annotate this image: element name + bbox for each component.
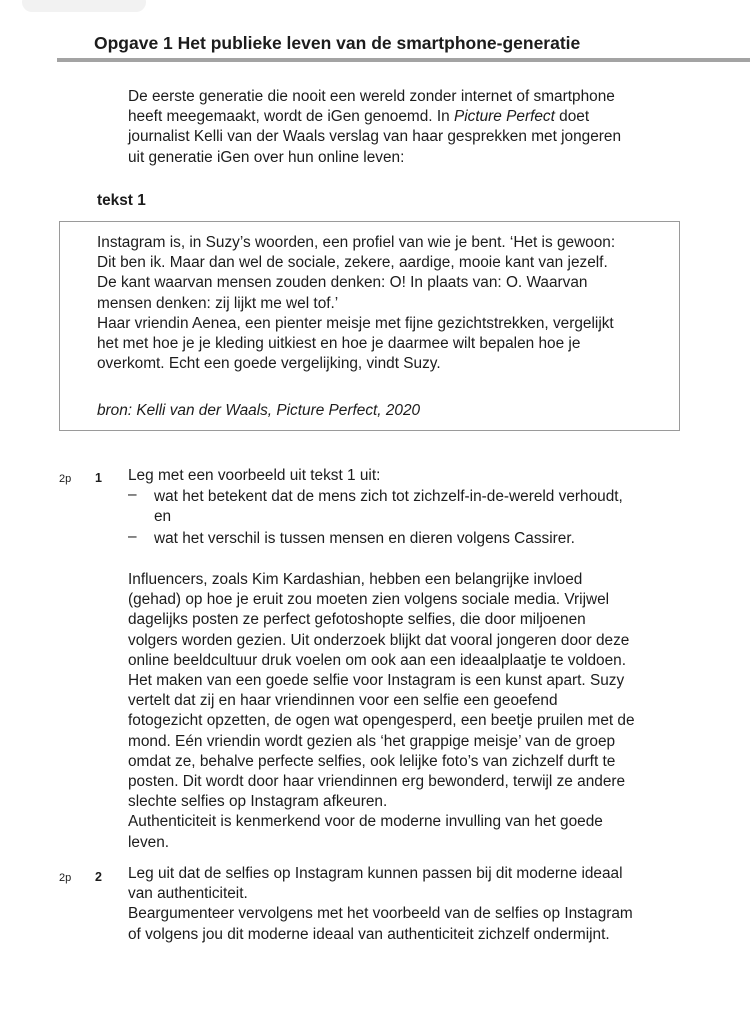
paragraph-line: omdat ze, behalve perfecte selfies, ook lelijke foto’s van zichzelf durft te <box>128 752 616 770</box>
context-paragraph <box>128 570 635 853</box>
book-title: Picture Perfect <box>453 108 555 126</box>
paragraph-line: Het maken van een goede selfie voor Instagram is een kunst apart. Suzy <box>128 672 625 690</box>
heading-underline <box>57 58 750 62</box>
intro-line: De eerste generatie die nooit een wereld zonder internet of smartphone <box>128 88 615 105</box>
bullet-dash: – <box>128 528 137 545</box>
paragraph-line: posten. Dit wordt door haar vriendinnen erg bewonderd, terwijl ze andere <box>128 773 626 791</box>
paragraph-line: mond. Eén vriendin wordt gezien als ‘het grappige meisje’ van de groep <box>128 732 616 750</box>
question-2-line: van authenticiteit. <box>128 885 248 903</box>
question-1-points: 2p <box>59 473 72 485</box>
paragraph-line: online beeldcultuur druk voelen om ook aan een ideaalplaatje te voldoen. <box>128 651 626 669</box>
intro-line: uit generatie iGen over hun online leven: <box>128 148 405 166</box>
quote-line: Haar vriendin Aenea, een pienter meisje met fijne gezichtstrekken, vergelijkt <box>97 314 614 332</box>
question-2-number: 2 <box>95 870 102 884</box>
quote-source: bron: Kelli van der Waals, Picture Perfect, 2020 <box>97 402 421 419</box>
paragraph-line: dagelijks posten ze perfect gefotoshopte selfies, die door miljoenen <box>128 611 586 629</box>
intro-line: journalist Kelli van der Waals verslag van haar gesprekken met jongeren <box>128 128 622 146</box>
paragraph-line: fotogezicht opzetten, de ogen wat opengesperd, een beetje pruilen met de <box>128 712 635 730</box>
quote-line: De kant waarvan mensen zouden denken: O! In plaats van: O. Waarvan <box>97 274 588 292</box>
question-1-bullet-1: wat het betekent dat de mens zich tot zichzelf-in-de-wereld verhoudt, <box>154 488 623 505</box>
question-2-points: 2p <box>59 872 72 884</box>
assignment-heading: Opgave 1 Het publieke leven van de smartphone-generatie <box>94 33 581 53</box>
paragraph-line: Influencers, zoals Kim Kardashian, hebben een belangrijke invloed <box>128 571 583 588</box>
paragraph-line: slechte selfies op Instagram afkeuren. <box>128 793 388 811</box>
paragraph-line: (gehad) op hoe je eruit zou moeten zien volgens sociale media. Vrijwel <box>128 591 610 609</box>
paragraph-line: leven. <box>128 833 170 851</box>
quote-line: overkomt. Echt een goede vergelijking, vindt Suzy. <box>97 355 441 373</box>
question-1-bullet-1-cont: en <box>154 508 172 525</box>
quote-line: het met hoe je je kleding uitkiest en hoe je daarmee wilt bepalen hoe je <box>97 335 581 353</box>
quote-line: Instagram is, in Suzy’s woorden, een profiel van wie je bent. ‘Het is gewoon: <box>97 234 616 251</box>
tekst-label: tekst 1 <box>97 192 146 209</box>
quote-line: Dit ben ik. Maar dan wel de sociale, zekere, aardige, mooie kant van jezelf. <box>97 254 608 272</box>
paragraph-line: Authenticiteit is kenmerkend voor de moderne invulling van het goede <box>128 813 603 831</box>
bullet-dash: – <box>128 486 137 503</box>
intro-line-post: doet <box>554 108 590 126</box>
question-2-line: of volgens jou dit moderne ideaal van authenticiteit zichzelf ondermijnt. <box>128 925 610 943</box>
paragraph-line: volgers worden gezien. Uit onderzoek blijkt dat vooral jongeren door deze <box>128 631 630 649</box>
question-2-text <box>128 864 633 945</box>
question-1-bullet-2: wat het verschil is tussen mensen en dieren volgens Cassirer. <box>154 530 575 547</box>
top-tab-shape <box>22 0 146 12</box>
intro-line-pre: heeft meegemaakt, wordt de iGen genoemd. In <box>128 108 454 126</box>
intro-paragraph <box>128 87 621 168</box>
question-2-line: Leg uit dat de selfies op Instagram kunnen passen bij dit moderne ideaal <box>128 865 623 882</box>
question-1-text: Leg met een voorbeeld uit tekst 1 uit: <box>128 467 381 484</box>
quote-text <box>97 233 615 374</box>
intro-line <box>128 107 621 127</box>
question-1-number: 1 <box>95 471 102 485</box>
paragraph-line: vertelt dat zij en haar vriendinnen voor een selfie een geoefend <box>128 692 558 710</box>
question-2-line: Beargumenteer vervolgens met het voorbeeld van de selfies op Instagram <box>128 905 633 923</box>
quote-line: mensen denken: zij lijkt me wel tof.’ <box>97 294 339 312</box>
